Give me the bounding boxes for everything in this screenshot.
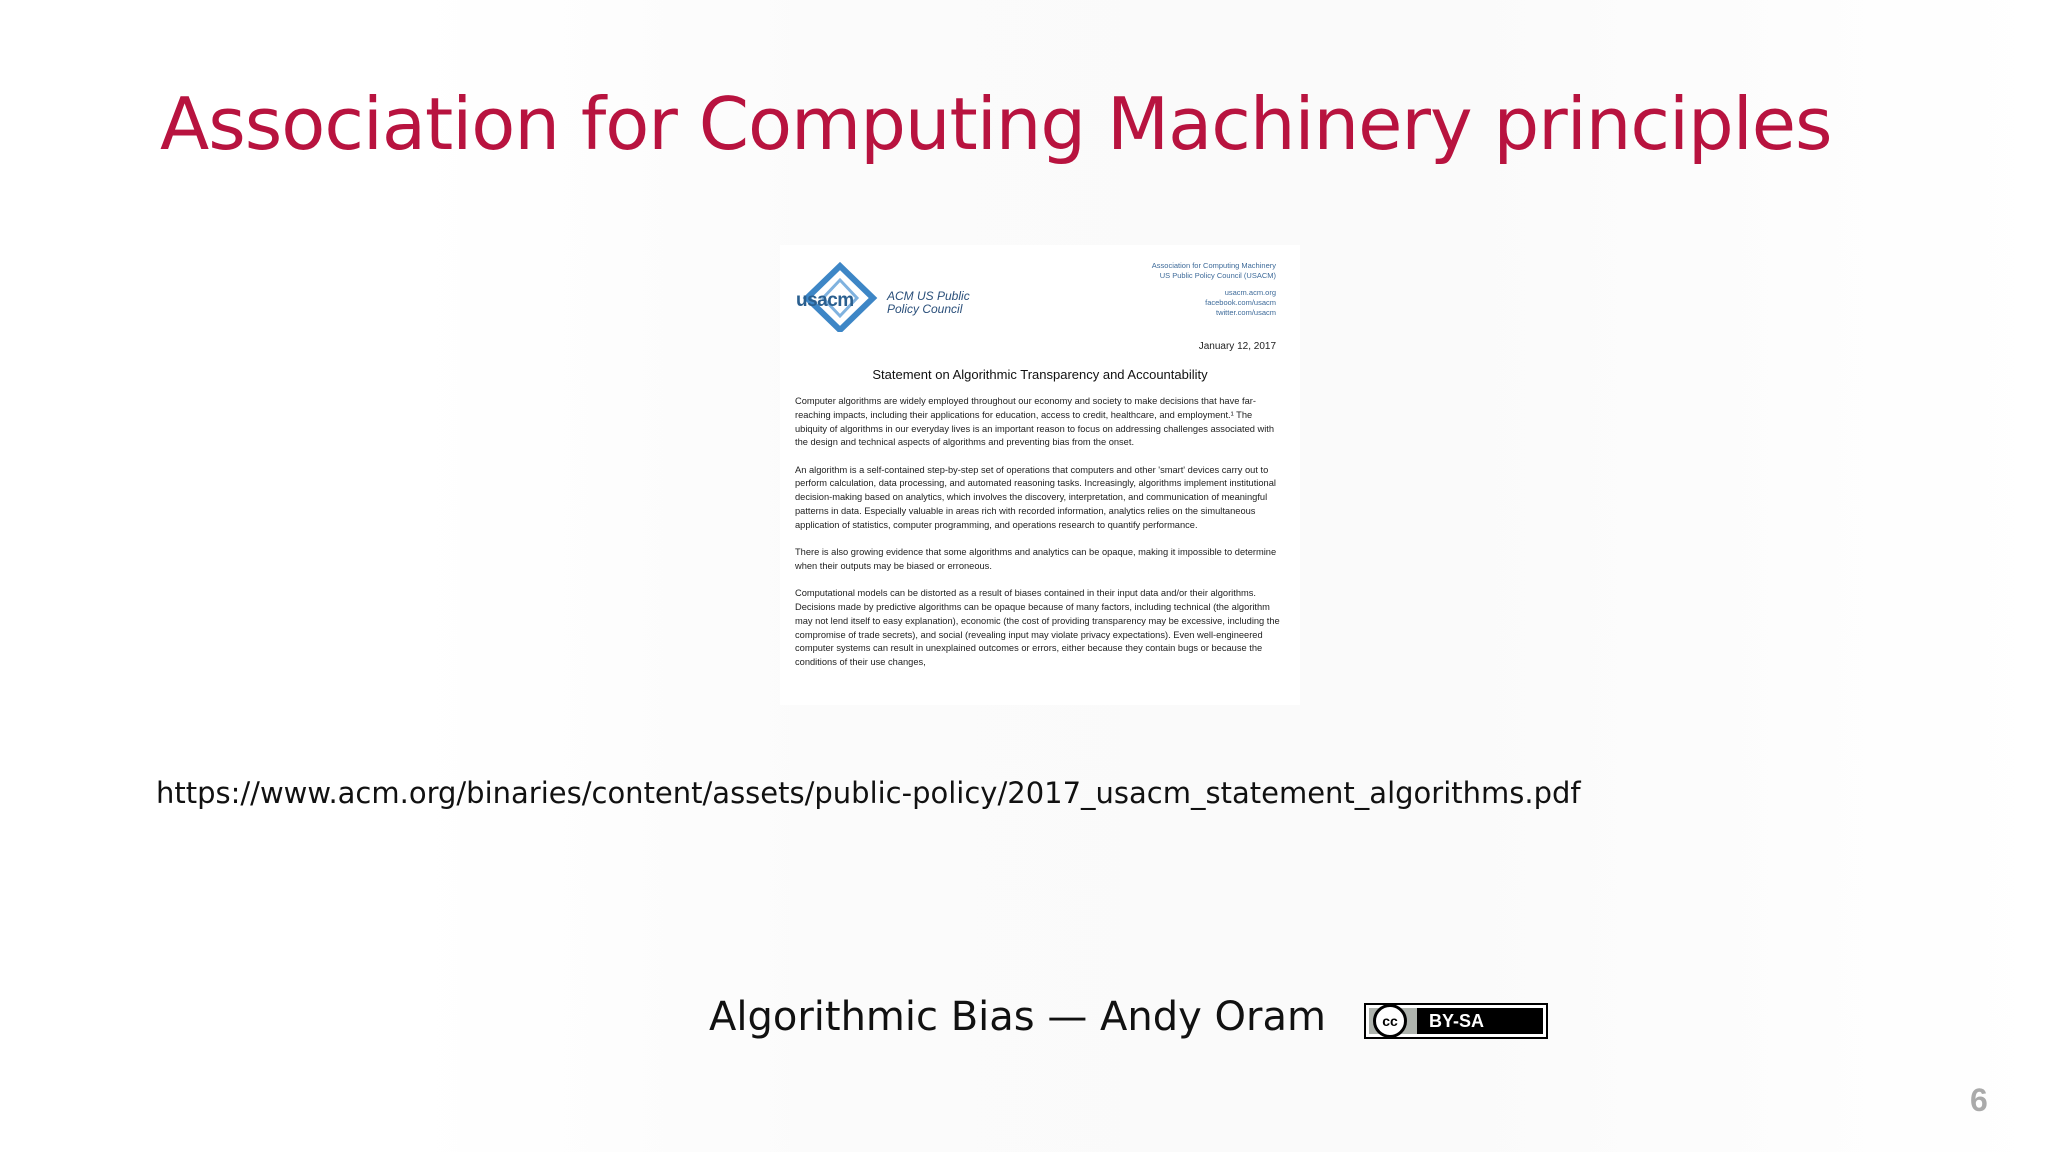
slide-title: Association for Computing Machinery principles	[160, 82, 1832, 166]
document-body	[795, 395, 1285, 684]
license-label: BY-SA	[1429, 1011, 1485, 1031]
source-url: https://www.acm.org/binaries/content/assets/public-policy/2017_usacm_statement_algorithms.pdf	[156, 776, 1581, 810]
document-paragraph: An algorithm is a self-contained step-by-step set of operations that computers and other 'smart' devices carry out to perform calculation, data processing, and automated reasoning tasks. Increasingly, algorithms implement institutional decision-making based on analytics, which involves the discovery, interpretation, and communication of meaningful patterns in data. Especially valuable in areas rich with recorded information, analytics relies on the simultaneous application of statistics, computer programming, and operations research to quantify performance.	[795, 464, 1276, 530]
contact-line: Association for Computing Machinery	[1151, 261, 1276, 270]
contact-line: facebook.com/usacm	[1205, 298, 1276, 307]
document-date: January 12, 2017	[1198, 341, 1276, 352]
document-paragraph: Computational models can be distorted as a result of biases contained in their input data and/or their algorithms. Decisions made by predictive algorithms can be opaque because of many factors, including technical (the algorithm may not lend itself to easy explanation), economic (the cost of providing transparency may be excessive, including the compromise of trade secrets), and social (revealing input may violate privacy expectations). Even well-engineered computer systems can result in unexplained outcomes or errors, either because they contain bugs or because the conditions of their use changes,	[795, 588, 1280, 668]
usacm-logo	[795, 260, 970, 332]
document-image	[780, 245, 1300, 705]
document-paragraph: There is also growing evidence that some algorithms and analytics can be opaque, making it impossible to determine when their outputs may be biased or erroneous.	[795, 547, 1277, 571]
page-number: 6	[1970, 1082, 1988, 1118]
contact-line: twitter.com/usacm	[1215, 308, 1276, 317]
document-paragraph: Computer algorithms are widely employed throughout our economy and society to make decisions that have far-reaching impacts, including their applications for education, access to credit, healthcare, and employment.¹ The ubiquity of algorithms in our everyday lives is an important reason to focus on addressing challenges associated with the design and technical aspects of algorithms and preventing bias from the onset.	[795, 396, 1275, 448]
contact-line: US Public Policy Council (USACM)	[1159, 271, 1276, 280]
contact-line: usacm.acm.org	[1224, 288, 1276, 297]
council-name: ACM US Public Policy Council	[887, 289, 970, 316]
contact-block	[1152, 261, 1276, 318]
logo-text: usacm	[796, 290, 854, 311]
slide-footer: Algorithmic Bias — Andy Oram	[709, 994, 1326, 1040]
cc-license-badge	[1364, 1003, 1548, 1039]
creative-commons-icon: cc	[1373, 1004, 1407, 1038]
document-title: Statement on Algorithmic Transparency and Accountability	[872, 367, 1208, 382]
